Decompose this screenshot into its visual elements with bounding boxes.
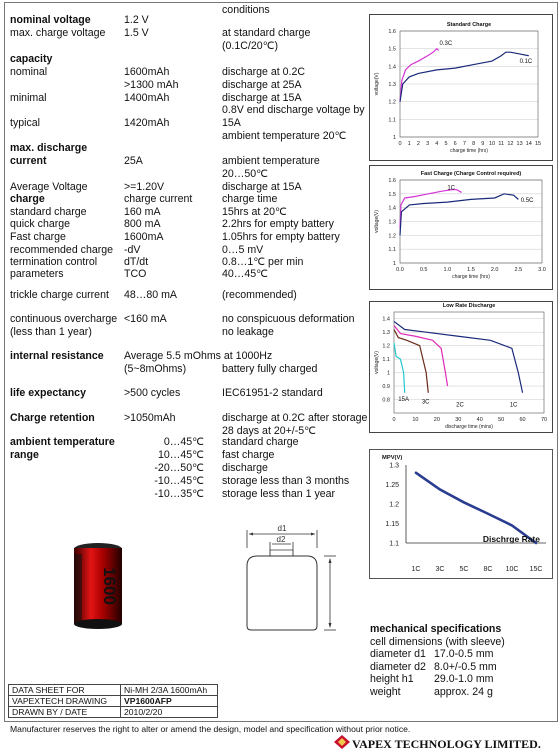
series-label: 1C [509, 402, 518, 409]
spec-cell-c: 15A [222, 117, 241, 129]
x-tick-label: 2 [416, 141, 420, 147]
spec-cell-c: 0.8V end discharge voltage by [222, 104, 365, 116]
y-tick-label: 1.4 [388, 64, 396, 71]
series-label: 15A [398, 396, 409, 403]
y-tick-label: 1.4 [388, 205, 396, 212]
spec-cell-c: discharge at 25A [222, 79, 302, 91]
y-tick-label: 1.2 [388, 233, 396, 240]
spec-cell-b: charge current [124, 193, 193, 205]
trickle-charge-row: trickle charge current 48…80 mA (recommended) [10, 289, 297, 301]
x-tick-label: 60 [519, 417, 526, 423]
spec-cell-a: typical [10, 117, 41, 129]
table-row: DRAWN BY / DATE 2010/2/20 [9, 707, 218, 718]
y-tick-label: 1.3 [388, 219, 396, 226]
y-tick-label: 1.3 [388, 82, 396, 88]
spec-row [10, 218, 370, 231]
spec-cell-c: charge time [222, 193, 278, 205]
series-line [394, 330, 428, 393]
x-axis-label: charge time (hrs) [452, 274, 490, 280]
mechanical-row: weight approx. 24 g [370, 685, 493, 698]
x-tick-label: 6 [453, 141, 457, 147]
x-tick-label: 13 [516, 141, 523, 147]
spec-cell-c: 0.8…1℃ per min [222, 256, 304, 268]
y-tick-label: 1.2 [388, 99, 396, 106]
y-tick-label: 1.1 [388, 247, 396, 254]
spec-cell-b: 160 mA [124, 206, 161, 218]
spec-cell-b: 1.2 V [124, 14, 149, 26]
x-tick-label: 7 [462, 141, 466, 147]
plot-area [394, 312, 544, 413]
series-line [400, 52, 529, 101]
spec-cell-c: ambient temperature [222, 155, 320, 167]
x-tick-label: 30 [455, 417, 462, 423]
ambient-temperature-row: ambient temperature range 0…45℃ standard charge 10…45℃ fast charge -20…50℃ discharge -10…45℃ storage less than 3 months -10…35℃ storage less than 1 year [10, 436, 350, 500]
table-row: DATA SHEET FOR Ni-MH 2/3A 1600mAh [9, 685, 218, 696]
spec-cell-b: 1.5 V [124, 27, 149, 39]
y-tick-label: 1.2 [382, 343, 390, 350]
x-tick-label: 10C [505, 566, 519, 573]
spec-row [10, 193, 370, 206]
y-tick-label: 0.8 [382, 397, 390, 404]
x-tick-label: 40 [476, 417, 483, 423]
y-tick-label: 1.1 [389, 540, 399, 548]
series-line [394, 343, 405, 393]
spec-cell-c: discharge at 15A [222, 181, 302, 193]
fast-charge-svg [370, 166, 552, 289]
spec-row [10, 117, 370, 130]
x-tick-label: 2.5 [514, 267, 523, 273]
x-tick-label: 2.0 [490, 267, 499, 273]
mechanical-specifications [370, 623, 505, 698]
spec-row [10, 27, 370, 40]
overcharge-row: continuous overcharge (less than 1 year) <160 mA no conspicuous deformation no leakage [10, 313, 355, 338]
y-axis-label: voltage(V) [374, 210, 380, 233]
y-tick-label: 1 [392, 135, 396, 141]
fast-charge-chart [369, 165, 553, 290]
spec-cell-a: nominal voltage [10, 14, 91, 26]
chart-title: Dischrge Rate [482, 534, 540, 544]
x-tick-label: 3.0 [538, 267, 546, 273]
logo-mark-icon [334, 735, 350, 749]
y-tick-label: 0.9 [382, 384, 390, 391]
series-label: 2C [456, 402, 464, 409]
spec-row [10, 40, 370, 53]
internal-resistance-row: internal resistance Average 5.5 mOhms at 1000Hz (5~8mOhms) battery fully charged [10, 350, 318, 375]
spec-row [10, 268, 370, 281]
x-tick-label: 1C [411, 566, 421, 573]
series-line [400, 49, 439, 102]
spec-cell-a: current [10, 155, 47, 167]
spec-cell-c: 20…50℃ [222, 168, 269, 180]
spec-cell-a: Fast charge [10, 231, 66, 243]
series-label: 0.3C [439, 41, 453, 48]
y-tick-label: 1.1 [382, 357, 390, 364]
y-tick-label: 1 [392, 261, 396, 267]
x-tick-label: 1.5 [467, 267, 475, 273]
x-axis-label: discharge time (mins) [445, 424, 493, 430]
disclaimer-text: Manufacturer reserves the right to alter or amend the design, model and specification without prior notice. [10, 724, 411, 734]
company-name: VAPEX TECHNOLOGY LIMITED. [352, 737, 541, 751]
spec-row [10, 168, 370, 181]
table-row: VAPEXTECH DRAWING VP1600AFP [9, 696, 218, 707]
x-tick-label: 11 [498, 141, 505, 147]
mechanical-title: mechanical specifications [370, 623, 502, 635]
x-tick-label: 5C [459, 566, 469, 573]
y-axis-label: voltage(V) [374, 72, 380, 96]
spec-row [10, 142, 370, 155]
standard-charge-svg [370, 15, 552, 160]
charge-retention-row: Charge retention >1050mAh discharge at 0.2C after storage 28 days at 20+/-5℃ [10, 412, 368, 437]
series-line [400, 190, 462, 229]
x-tick-label: 3C [435, 566, 445, 573]
chart-title: Standard Charge [446, 22, 492, 28]
x-tick-label: 1.0 [443, 267, 452, 273]
x-tick-label: 10 [488, 141, 496, 147]
x-tick-label: 15 [534, 141, 542, 147]
spec-row [10, 53, 370, 66]
y-tick-label: 1.1 [388, 117, 396, 124]
battery-label-text: 1600 [100, 567, 119, 605]
spec-cell-b: 1400mAh [124, 92, 170, 104]
spec-cell-a: parameters [10, 268, 64, 280]
x-tick-label: 10 [412, 417, 419, 423]
spec-cell-a: minimal [10, 92, 47, 104]
spec-cell-a: max. charge voltage [10, 27, 106, 39]
y-tick-label: 1 [386, 370, 390, 377]
spec-cell-c: 0…5 mV [222, 244, 264, 256]
x-tick-label: 0 [398, 141, 402, 147]
series-label: 1C [447, 185, 456, 192]
spec-cell-c: at standard charge [222, 27, 311, 39]
x-tick-label: 8C [483, 566, 493, 573]
y-tick-label: 1.3 [389, 462, 399, 470]
spec-row [10, 66, 370, 79]
spec-cell-c: 1.05hrs for empty battery [222, 231, 340, 243]
spec-row [10, 155, 370, 168]
spec-row [10, 104, 370, 117]
x-tick-label: 20 [433, 417, 440, 423]
x-tick-label: 8 [472, 141, 476, 147]
x-tick-label: 0.5 [419, 267, 428, 273]
discharge-rate-chart [369, 449, 553, 579]
y-tick-label: 1.3 [382, 330, 390, 337]
spec-cell-c: discharge at 0.2C [222, 66, 306, 78]
spec-row [10, 79, 370, 92]
dimension-drawing [240, 522, 350, 632]
x-tick-label: 5 [444, 141, 448, 147]
x-tick-label: 15C [529, 566, 543, 573]
spec-cell-b: 800 mA [124, 218, 161, 230]
chart-title: Fast Charge (Charge Control required) [420, 171, 522, 177]
mechanical-row: height h1 29.0-1.0 mm [370, 673, 494, 685]
chart-title: Low Rate Discharge [442, 303, 496, 309]
spec-cell-c: 2.2hrs for empty battery [222, 218, 334, 230]
x-tick-label: 14 [525, 141, 532, 147]
mechanical-row: diameter d1 17.0-0.5 mm [370, 648, 494, 660]
discharge-rate-svg [370, 450, 552, 578]
x-tick-label: 70 [540, 417, 548, 423]
spec-cell-a: termination control [10, 256, 98, 268]
spec-cell-b: >1300 mAh [124, 79, 179, 91]
series-line [400, 194, 518, 236]
y-tick-label: 1.5 [388, 191, 396, 198]
y-tick-label: 1.6 [388, 178, 396, 184]
datasheet-table [8, 684, 218, 718]
series-label: 0.5C [520, 198, 534, 205]
spec-cell-b: 25A [124, 155, 143, 167]
battery-image [68, 540, 128, 630]
x-tick-label: 4 [435, 141, 439, 147]
x-axis-label: charge time (hrs) [450, 148, 488, 154]
series-label: 0.1C [519, 58, 533, 65]
spec-cell-c: (0.1C/20℃) [222, 40, 279, 52]
spec-cell-a: charge [10, 193, 45, 205]
x-tick-label: 3 [426, 141, 430, 147]
spec-cell-a: capacity [10, 53, 53, 65]
mechanical-row: diameter d2 8.0+/-0.5 mm [370, 660, 497, 673]
spec-row [10, 231, 370, 244]
y-tick-label: 1.4 [382, 316, 390, 323]
y-tick-label: 1.15 [385, 521, 399, 528]
spec-cell-c: discharge at 15A [222, 92, 302, 104]
y-tick-label: 1.6 [388, 29, 396, 35]
series-line [416, 473, 536, 543]
battery-illustration [68, 540, 128, 630]
spec-cell-b: 1420mAh [124, 117, 170, 129]
spec-cell-a: max. discharge [10, 142, 88, 154]
low-rate-discharge-svg [370, 302, 552, 432]
d1-label: d1 [277, 524, 287, 533]
spec-cell-a: nominal [10, 66, 48, 78]
y-axis-label: MPV(V) [382, 455, 403, 461]
y-tick-label: 1.5 [388, 46, 396, 53]
life-expectancy-row: life expectancy >500 cycles IEC61951-2 standard [10, 387, 323, 399]
spec-cell-c: 40…45℃ [222, 268, 269, 280]
spec-cell-a: standard charge [10, 206, 87, 218]
spec-cell-b: TCO [124, 268, 147, 280]
spec-cell-b: 1600mA [124, 231, 164, 243]
spec-cell-b: dT/dt [124, 256, 149, 268]
dimension-drawing-svg [240, 522, 350, 632]
series-line [394, 325, 448, 386]
y-tick-label: 1.2 [389, 501, 399, 509]
conditions-header: conditions [222, 4, 270, 16]
spec-cell-c: 15hrs at 20℃ [222, 206, 287, 218]
spec-cell-a: Average Voltage [10, 181, 88, 193]
spec-cell-a: quick charge [10, 218, 71, 230]
x-tick-label: 1 [407, 141, 411, 147]
d2-label: d2 [276, 535, 286, 544]
series-label: 3C [421, 399, 430, 406]
x-tick-label: 50 [498, 417, 505, 423]
x-tick-label: 0.0 [396, 267, 404, 273]
y-axis-label: voltage(V) [374, 351, 380, 374]
spec-cell-b: 1600mAh [124, 66, 170, 78]
y-tick-label: 1.25 [385, 482, 399, 489]
spec-cell-b: -dV [124, 244, 141, 256]
spec-cell-a: recommended charge [10, 244, 114, 256]
company-logo-icon [334, 735, 350, 752]
x-tick-label: 0 [392, 417, 396, 423]
spec-cell-c: ambient temperature 20℃ [222, 130, 347, 142]
spec-row [10, 14, 370, 27]
spec-cell-b: >=1.20V [124, 181, 165, 193]
x-tick-label: 9 [481, 141, 485, 147]
mechanical-subtitle: cell dimensions (with sleeve) [370, 635, 505, 648]
low-rate-discharge-chart [369, 301, 553, 433]
standard-charge-chart [369, 14, 553, 161]
x-tick-label: 12 [507, 141, 514, 147]
